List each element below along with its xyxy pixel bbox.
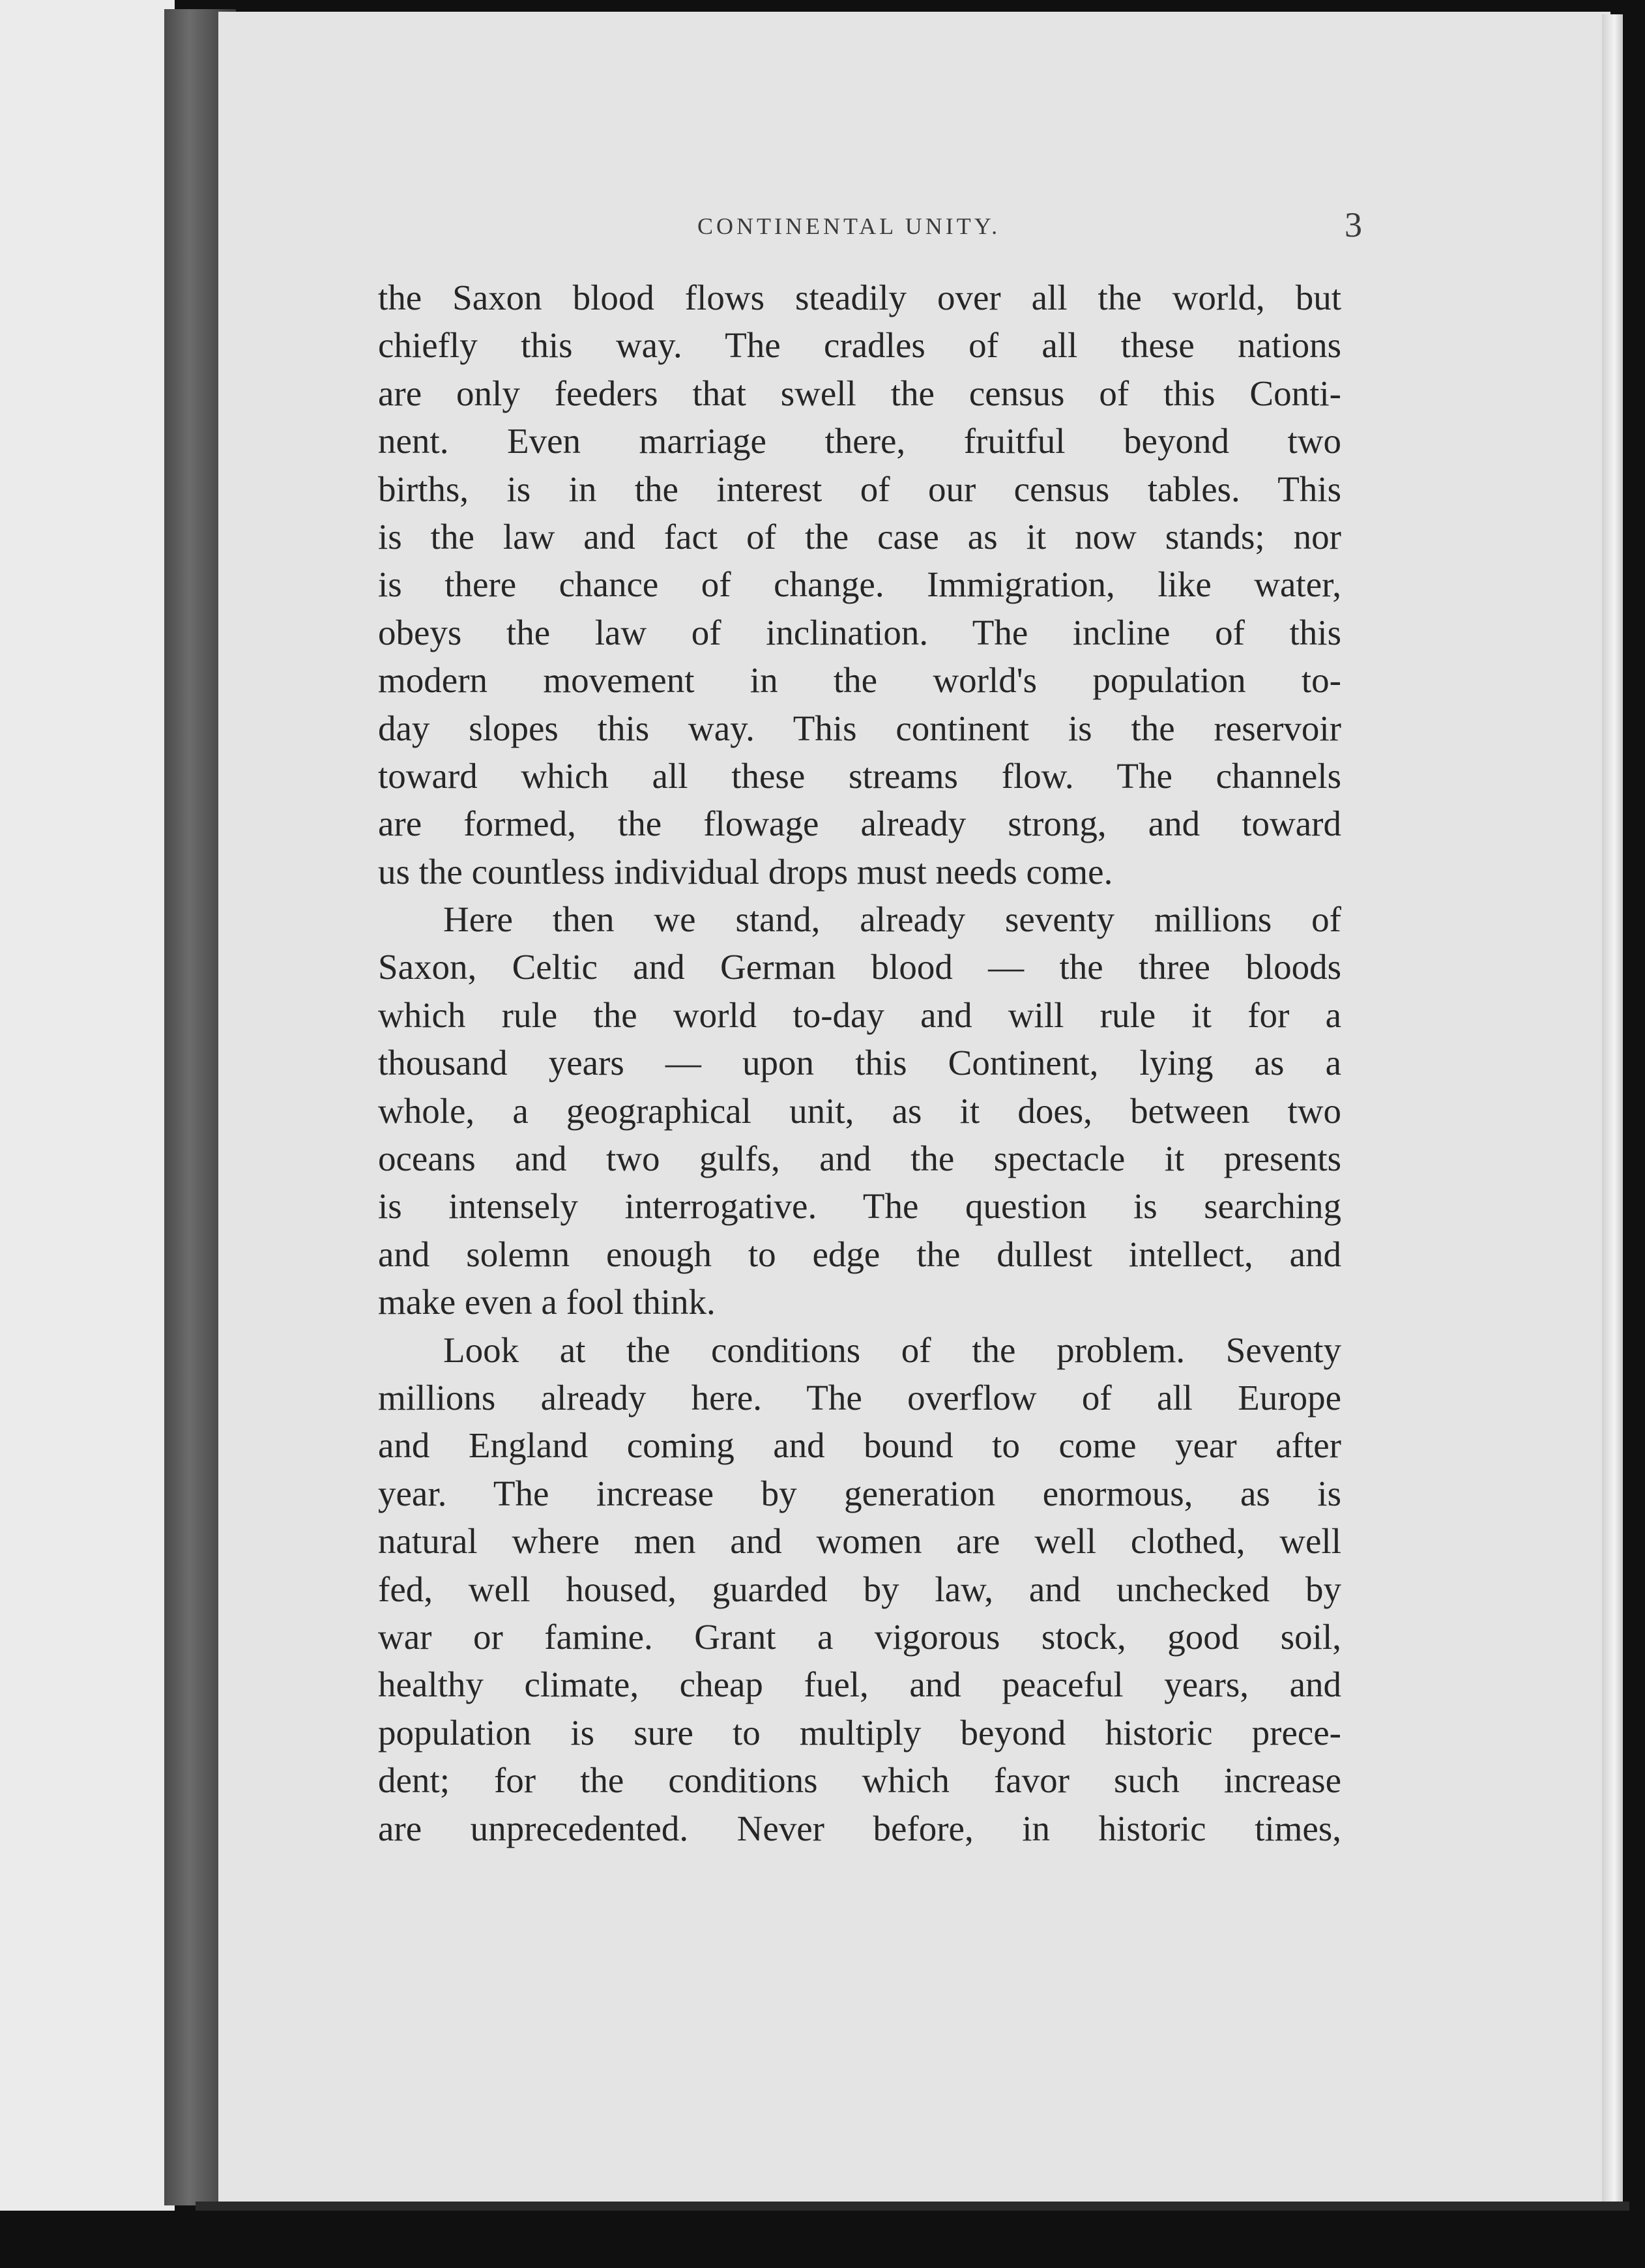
text-line: war or famine. Grant a vigorous stock, good soil, (378, 1616, 1341, 1657)
text-line: obeys the law of inclination. The incline of this (378, 612, 1341, 652)
text-line: oceans and two gulfs, and the spectacle it presents (378, 1139, 1341, 1179)
text-line: us the countless individual drops must needs come. (378, 851, 1113, 892)
text-line: the Saxon blood flows steadily over all the world, but (378, 278, 1341, 317)
text-line: and England coming and bound to come year after (378, 1425, 1341, 1466)
text-line: which rule the world to-day and will rule it for a (378, 995, 1341, 1035)
running-head: CONTINENTAL UNITY. (697, 213, 1001, 239)
text-line: dent; for the conditions which favor such increase (378, 1760, 1341, 1801)
text-line: is intensely interrogative. The question is searching (378, 1186, 1341, 1227)
text-line: Saxon, Celtic and German blood — the three bloods (378, 947, 1341, 987)
text-line: chiefly this way. The cradles of all these nations (378, 325, 1341, 366)
text-line: Here then we stand, already seventy millions of (443, 899, 1341, 940)
facing-page-left (0, 0, 175, 2211)
text-line: nent. Even marriage there, fruitful beyond two (378, 421, 1341, 461)
text-line: millions already here. The overflow of all Europe (378, 1377, 1341, 1418)
text-line: day slopes this way. This continent is the reservoir (378, 708, 1341, 748)
text-line: population is sure to multiply beyond historic prece- (378, 1712, 1341, 1752)
page-number: 3 (1345, 205, 1362, 244)
text-line: whole, a geographical unit, as it does, between two (378, 1090, 1341, 1131)
page-bottom-shadow (196, 2202, 1629, 2211)
text-line: are formed, the flowage already strong, and toward (378, 804, 1341, 844)
text-line: Look at the conditions of the problem. Seventy (443, 1330, 1341, 1370)
page-header (378, 205, 1362, 254)
text-line: year. The increase by generation enormous, as is (378, 1473, 1341, 1513)
text-line: is there chance of change. Immigration, like water, (378, 564, 1341, 605)
text-line: thousand years — upon this Continent, lying as a (378, 1043, 1341, 1083)
text-line: births, is in the interest of our census tables. This (378, 469, 1341, 509)
text-line: are only feeders that swell the census of this Conti- (378, 373, 1341, 413)
text-line: make even a fool think. (378, 1282, 716, 1322)
body-text (378, 274, 1341, 1852)
text-line: fed, well housed, guarded by law, and unchecked by (378, 1569, 1341, 1609)
text-line: is the law and fact of the case as it now stands; nor (378, 516, 1341, 557)
text-line: are unprecedented. Never before, in historic times, (378, 1808, 1341, 1848)
text-line: modern movement in the world's population to- (378, 660, 1341, 701)
text-line: toward which all these streams flow. The channels (378, 755, 1341, 796)
page-edge (1602, 14, 1623, 2211)
text-line: and solemn enough to edge the dullest intellect, and (378, 1234, 1341, 1274)
text-line: natural where men and women are well clothed, well (378, 1521, 1341, 1562)
text-line: healthy climate, cheap fuel, and peaceful years, and (378, 1665, 1341, 1705)
